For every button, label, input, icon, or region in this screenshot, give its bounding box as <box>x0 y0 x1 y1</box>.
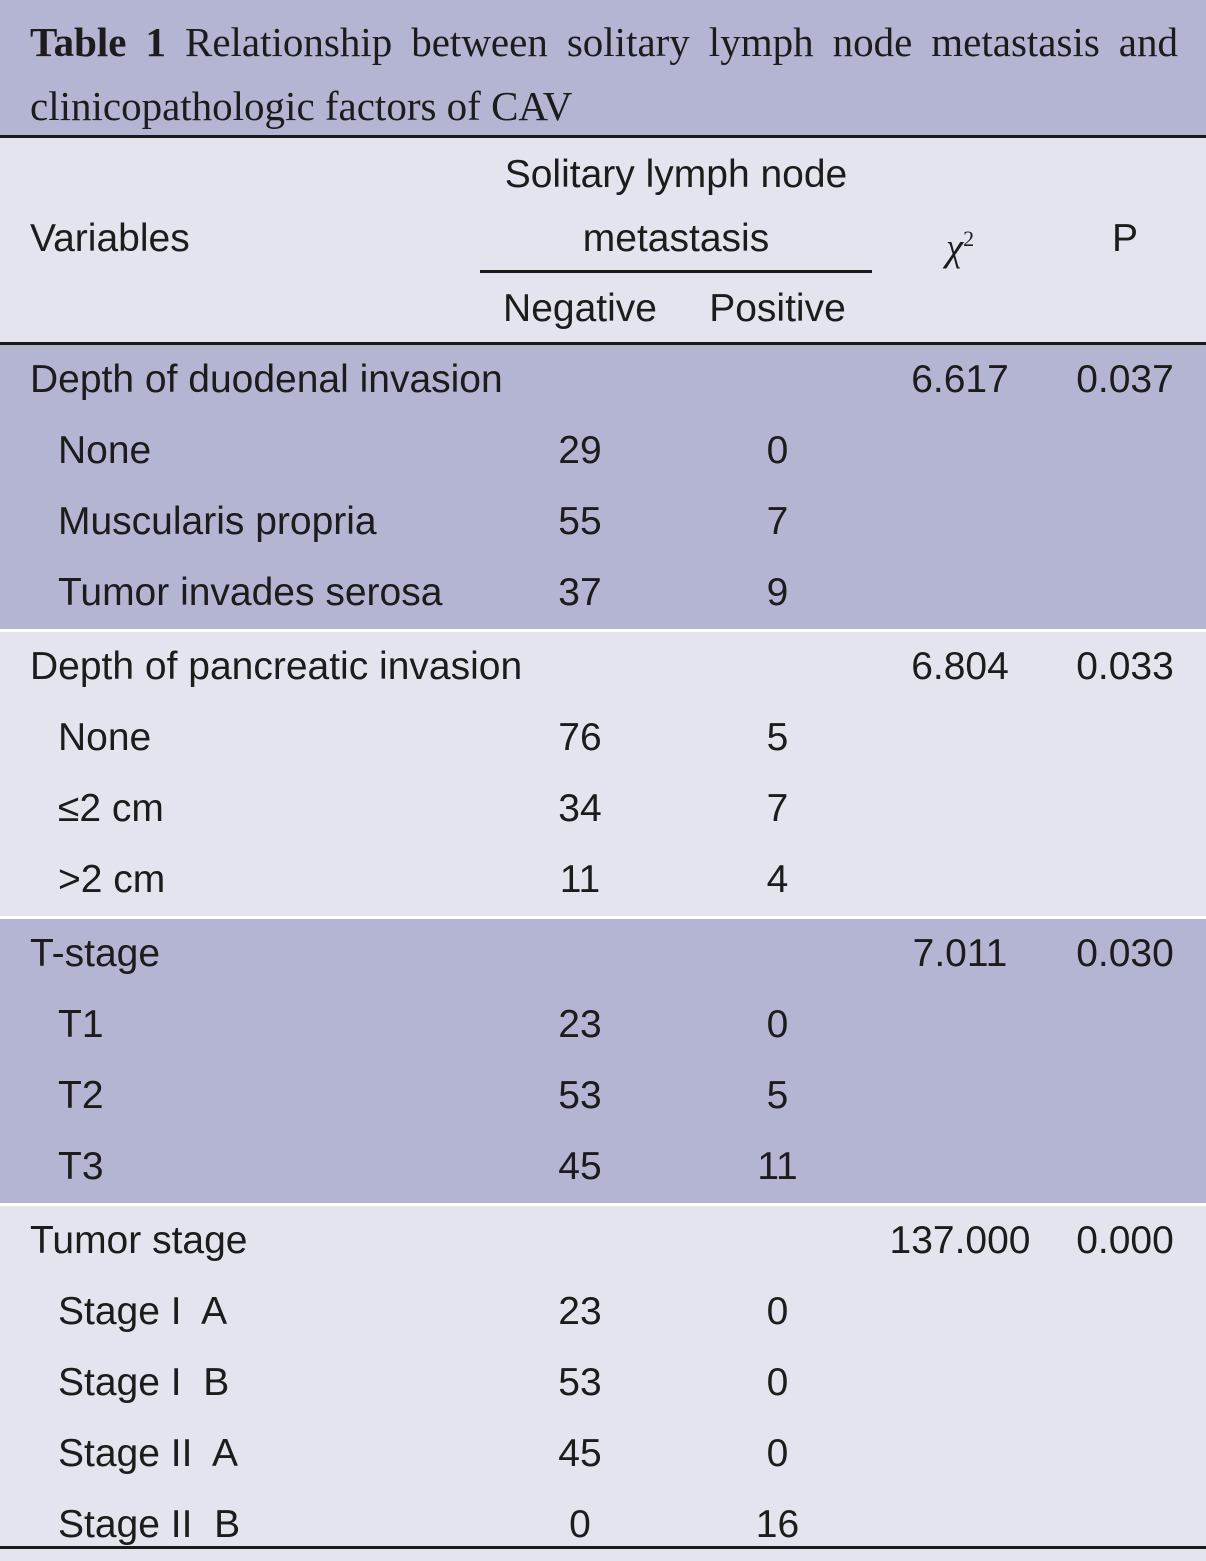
positive-count: 0 <box>766 429 789 472</box>
row-label: Stage II A <box>58 1432 238 1475</box>
row-label: Tumor invades serosa <box>58 571 443 614</box>
table-row <box>0 774 1206 845</box>
row-label: Stage I A <box>58 1290 228 1333</box>
positive-count: 0 <box>766 1361 789 1404</box>
row-label: T1 <box>58 1003 104 1046</box>
table-row <box>0 1348 1206 1419</box>
table-label: Table 1 <box>30 19 166 65</box>
positive-count: 5 <box>766 1074 789 1117</box>
negative-count: 11 <box>559 858 601 901</box>
negative-count: 53 <box>558 1361 602 1404</box>
header-group-line2: metastasis <box>582 217 770 260</box>
positive-count: 5 <box>766 716 789 759</box>
chi2-value: 6.804 <box>911 645 1009 688</box>
row-label: Stage I B <box>58 1361 230 1404</box>
table-row <box>0 1277 1206 1348</box>
positive-count: 11 <box>757 1145 798 1188</box>
header-positive: Positive <box>709 287 846 330</box>
p-value: 0.037 <box>1076 358 1174 401</box>
negative-count: 29 <box>558 429 602 472</box>
positive-count: 7 <box>766 500 789 543</box>
table-row <box>0 1419 1206 1490</box>
table-row <box>0 703 1206 774</box>
table-title: Relationship between solitary lymph node metastasis and clinicopathologic factors of CAV <box>30 19 1178 129</box>
table-caption <box>0 0 1206 135</box>
table-row <box>0 1061 1206 1132</box>
row-label: Stage II B <box>58 1503 241 1546</box>
table-row <box>0 1132 1206 1203</box>
table-row <box>0 487 1206 558</box>
group-header-row <box>0 1206 1206 1277</box>
table-row <box>0 1490 1206 1561</box>
negative-count: 45 <box>558 1432 602 1475</box>
table-header <box>0 138 1206 342</box>
row-group <box>0 632 1206 916</box>
positive-count: 7 <box>766 787 789 830</box>
row-label: T3 <box>58 1145 104 1188</box>
row-label: T2 <box>58 1074 104 1117</box>
row-label: None <box>58 716 152 759</box>
negative-count: 76 <box>558 716 602 759</box>
negative-count: 0 <box>569 1503 591 1546</box>
positive-count: 16 <box>755 1503 800 1546</box>
negative-count: 45 <box>558 1145 602 1188</box>
negative-count: 53 <box>558 1074 602 1117</box>
group-header-row <box>0 632 1206 703</box>
table-row <box>0 990 1206 1061</box>
group-header-row <box>0 919 1206 990</box>
header-negative: Negative <box>503 287 657 330</box>
negative-count: 37 <box>558 571 602 614</box>
row-label: None <box>58 429 152 472</box>
row-group <box>0 1206 1206 1561</box>
header-group-line1: Solitary lymph node <box>504 153 848 196</box>
group-name: Depth of pancreatic invasion <box>30 645 523 688</box>
negative-count: 23 <box>558 1290 602 1333</box>
negative-count: 23 <box>558 1003 602 1046</box>
group-name: Tumor stage <box>30 1219 248 1262</box>
header-p: P <box>1111 217 1138 260</box>
table-row <box>0 845 1206 916</box>
chi2-value: 137.000 <box>889 1219 1031 1262</box>
group-name: T-stage <box>30 932 161 975</box>
row-group <box>0 919 1206 1203</box>
p-value: 0.000 <box>1076 1219 1174 1262</box>
header-group-underline <box>480 270 872 273</box>
p-value: 0.033 <box>1076 645 1174 688</box>
group-header-row <box>0 345 1206 416</box>
positive-count: 9 <box>766 571 789 614</box>
row-group <box>0 345 1206 629</box>
chi2-value: 7.011 <box>912 932 1008 975</box>
negative-count: 34 <box>558 787 602 830</box>
positive-count: 4 <box>766 858 789 901</box>
row-label: ≤2 cm <box>58 787 164 830</box>
table-row <box>0 558 1206 629</box>
header-chi-square <box>875 216 1045 271</box>
row-label: >2 cm <box>58 858 166 901</box>
chi-symbol: χ <box>945 226 964 269</box>
positive-count: 0 <box>766 1290 789 1333</box>
negative-count: 55 <box>558 500 602 543</box>
chi2-value: 6.617 <box>911 358 1009 401</box>
table-row <box>0 416 1206 487</box>
p-value: 0.030 <box>1076 932 1174 975</box>
bottom-rule <box>0 1546 1206 1549</box>
chi-superscript: 2 <box>963 226 975 251</box>
row-label: Muscularis propria <box>58 500 377 543</box>
positive-count: 0 <box>766 1432 789 1475</box>
header-variables: Variables <box>30 217 190 260</box>
group-name: Depth of duodenal invasion <box>30 358 503 401</box>
positive-count: 0 <box>766 1003 789 1046</box>
